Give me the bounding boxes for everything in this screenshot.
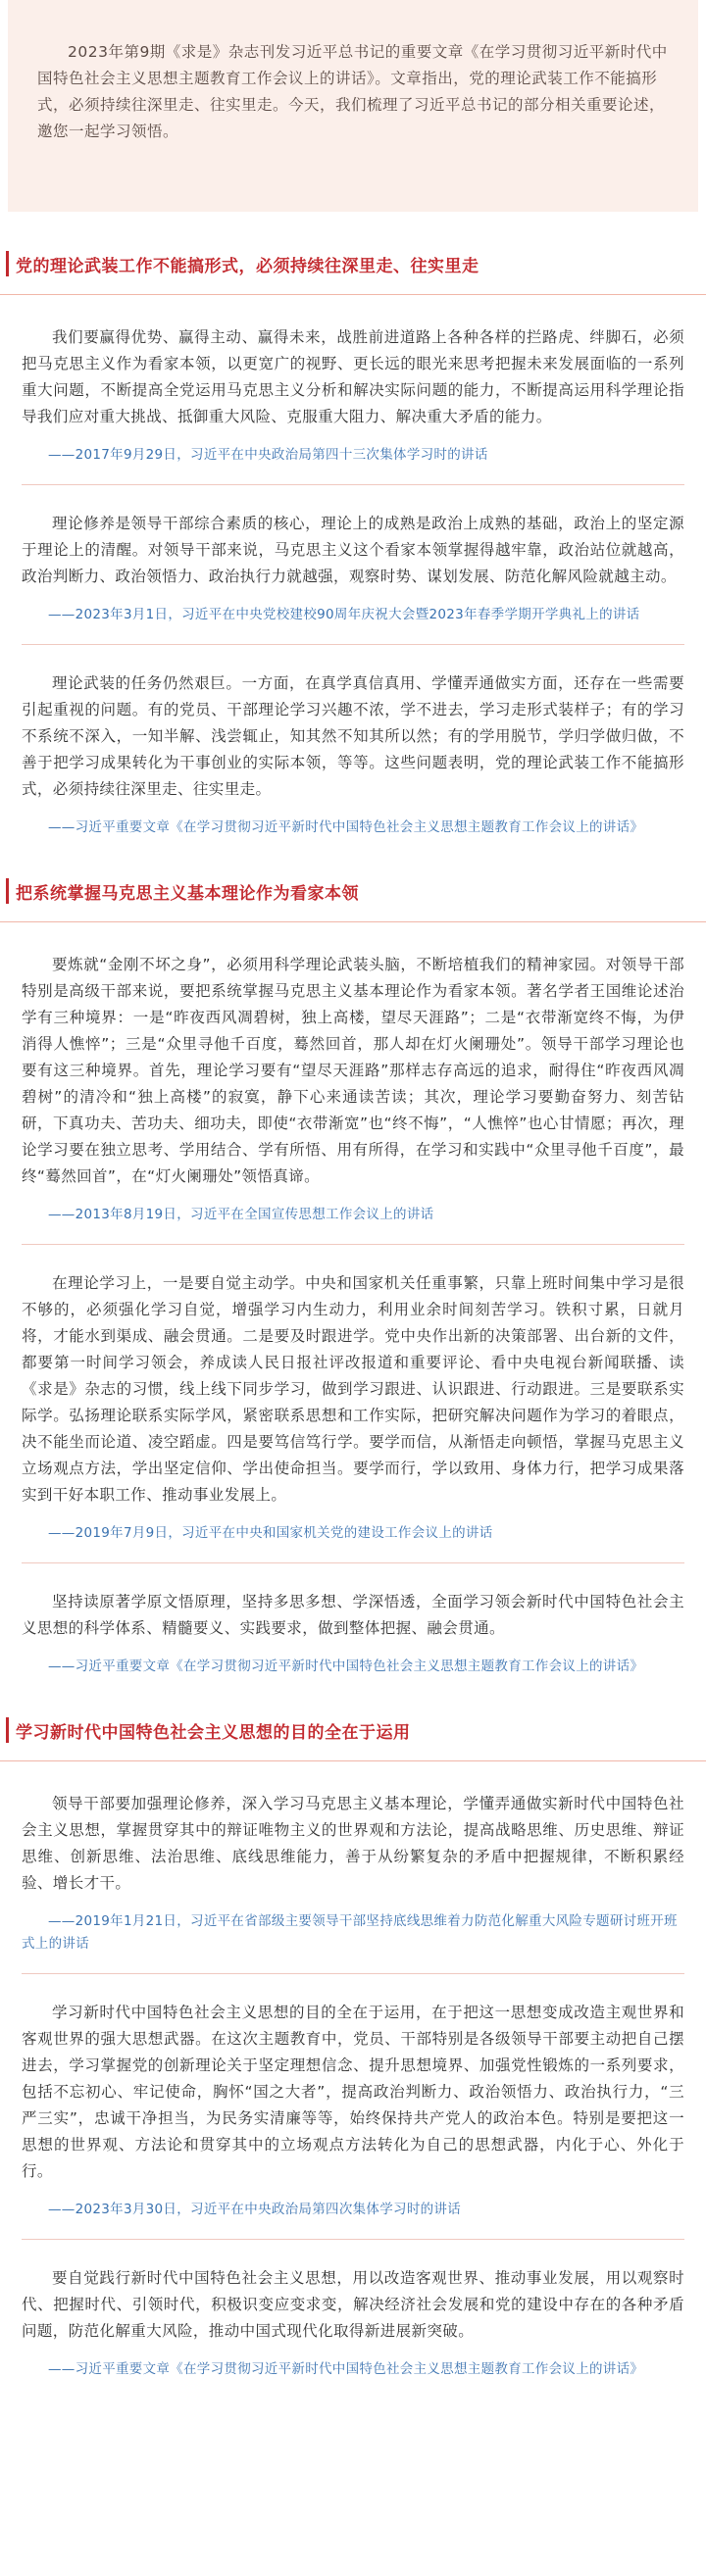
- quote-text: 在理论学习上，一是要自觉主动学。中央和国家机关任重事繁，只靠上班时间集中学习是很不够的，必须强化学习自觉，增强学习内生动力，利用业余时间刻苦学习。铁积寸累，日就月将，才能水到渠成、融会贯通。二是要及时跟进学。党中央作出新的决策部署、出台新的文件，都要第一时间学习领会，养成读人民日报社评改报道和重要评论、看中央电视台新闻联播、读《求是》杂志的习惯，线上线下同步学习，做到学习跟进、认识跟进、行动跟进。三是要联系实际学。弘扬理论联系实际学风，紧密联系思想和工作实际，把研究解决问题作为学习的着眼点，决不能坐而论道、凌空蹈虚。四是要笃信笃行学。要学而信，从渐悟走向顿悟，掌握马克思主义立场观点方法，学出坚定信仰、学出使命担当。要学而行，学以致用、身体力行，把学习成果落实到干好本职工作、推动事业发展上。: [22, 1274, 684, 1504]
- quote-text: 领导干部要加强理论修养，深入学习马克思主义基本理论，学懂弄通做实新时代中国特色社会主义思想，掌握贯穿其中的辩证唯物主义的世界观和方法论，提高战略思维、历史思维、辩证思维、创新思维、法治思维、底线思维能力，善于从纷繁复杂的矛盾中把握规律，不断积累经验、增长才干。: [22, 1795, 684, 1892]
- quote-source: ——2013年8月19日，习近平在全国宣传思想工作会议上的讲话: [48, 1207, 434, 1222]
- quote-text: 理论武装的任务仍然艰巨。一方面，在真学真信真用、学懂弄通做实方面，还存在一些需要引起重视的问题。有的党员、干部理论学习兴趣不浓，学不进去，学习走形式装样子；有的学习不系统不深入，一知半解、浅尝辄止，知其然不知其所以然；有的学用脱节，学归学做归做，不善于把学习成果转化为干事创业的实际本领，等等。这些问题表明，党的理论武装工作不能搞形式，必须持续往深里走、往实里走。: [22, 674, 684, 798]
- quote-source: ——习近平重要文章《在学习贯彻习近平新时代中国特色社会主义思想主题教育工作会议上的讲话》: [48, 819, 644, 835]
- quote-block: [0, 2000, 706, 2240]
- section-heading-1: [0, 233, 706, 295]
- section-title-1: 党的理论武装工作不能搞形式，必须持续往深里走、往实里走: [16, 256, 479, 276]
- quote-block: [0, 1589, 706, 1678]
- quote-source: ——2023年3月1日，习近平在中央党校建校90周年庆祝大会暨2023年春季学期开学典礼上的讲话: [48, 607, 640, 622]
- quote-text: 要自觉践行新时代中国特色社会主义思想，用以改造客观世界、推动事业发展，用以观察时代、把握时代、引领时代，积极识变应变求变，解决经济社会发展和党的建设中存在的各种矛盾问题，防范化解重大风险，推动中国式现代化取得新进展新突破。: [22, 2269, 684, 2340]
- divider: [22, 1562, 684, 1563]
- section-heading-2: [0, 861, 706, 922]
- quote-block: [0, 670, 706, 839]
- quote-block: [0, 1761, 706, 1974]
- quote-block: [0, 511, 706, 645]
- quote-source: ——习近平重要文章《在学习贯彻习近平新时代中国特色社会主义思想主题教育工作会议上的讲话》: [48, 2361, 644, 2377]
- section-title-3: 学习新时代中国特色社会主义思想的目的全在于运用: [16, 1722, 411, 1743]
- intro-box: [8, 0, 698, 212]
- quote-source: ——2023年3月30日，习近平在中央政治局第四次集体学习时的讲话: [48, 2202, 462, 2217]
- divider: [22, 1973, 684, 1974]
- quote-source: ——习近平重要文章《在学习贯彻习近平新时代中国特色社会主义思想主题教育工作会议上的讲话》: [48, 1659, 644, 1674]
- quote-text: 我们要赢得优势、赢得主动、赢得未来，战胜前进道路上各种各样的拦路虎、绊脚石，必须把马克思主义作为看家本领，以更宽广的视野、更长远的眼光来思考把握未来发展面临的一系列重大问题，不断提高全党运用马克思主义分析和解决实际问题的能力，不断提高运用科学理论指导我们应对重大挑战、抵御重大风险、克服重大阻力、解决重大矛盾的能力。: [22, 328, 684, 425]
- divider: [22, 2239, 684, 2240]
- section-heading-3: [0, 1700, 706, 1761]
- divider: [22, 484, 684, 485]
- intro-text: 2023年第9期《求是》杂志刊发习近平总书记的重要文章《在学习贯彻习近平新时代中国特色社会主义思想主题教育工作会议上的讲话》。文章指出，党的理论武装工作不能搞形式，必须持续往深里走、往实里走。今天，我们梳理了习近平总书记的部分相关重要论述，邀您一起学习领悟。: [37, 43, 668, 140]
- quote-source: ——2017年9月29日，习近平在中央政治局第四十三次集体学习时的讲话: [48, 447, 488, 463]
- quote-source: ——2019年7月9日，习近平在中央和国家机关党的建设工作会议上的讲话: [48, 1525, 493, 1541]
- quote-text: 理论修养是领导干部综合素质的核心，理论上的成熟是政治上成熟的基础，政治上的坚定源于理论上的清醒。对领导干部来说，马克思主义这个看家本领掌握得越牢靠，政治站位就越高，政治判断力、政治领悟力、政治执行力就越强，观察时势、谋划发展、防范化解风险就越主动。: [22, 515, 684, 585]
- quote-block: [0, 295, 706, 485]
- divider: [22, 644, 684, 645]
- quote-block: [0, 922, 706, 1245]
- section-title-2: 把系统掌握马克思主义基本理论作为看家本领: [16, 883, 359, 904]
- divider: [22, 1244, 684, 1245]
- quote-text: 学习新时代中国特色社会主义思想的目的全在于运用，在于把这一思想变成改造主观世界和客观世界的强大思想武器。在这次主题教育中，党员、干部特别是各级领导干部要主动把自己摆进去，学习掌握党的创新理论关于坚定理想信念、提升思想境界、加强党性锻炼的一系列要求，包括不忘初心、牢记使命，胸怀“国之大者”，提高政治判断力、政治领悟力、政治执行力，“三严三实”，忠诚干净担当，为民务实清廉等等，始终保持共产党人的政治本色。特别是要把这一思想的世界观、方法论和贯穿其中的立场观点方法转化为自己的思想武器，内化于心、外化于行。: [22, 2004, 684, 2180]
- quote-block: [0, 1270, 706, 1563]
- quote-block: [0, 2265, 706, 2381]
- quote-source: ——2019年1月21日，习近平在省部级主要领导干部坚持底线思维着力防范化解重大风险专题研讨班开班式上的讲话: [22, 1913, 678, 1952]
- quote-text: 要炼就“金刚不坏之身”，必须用科学理论武装头脑，不断培植我们的精神家园。对领导干部特别是高级干部来说，要把系统掌握马克思主义基本理论作为看家本领。著名学者王国维论述治学有三种境界：一是“昨夜西风凋碧树，独上高楼，望尽天涯路”；二是“衣带渐宽终不悔，为伊消得人憔悴”；三是“众里寻他千百度，蓦然回首，那人却在灯火阑珊处”。领导干部学习理论也要有这三种境界。首先，理论学习要有“望尽天涯路”那样志存高远的追求，耐得住“昨夜西风凋碧树”的清冷和“独上高楼”的寂寞，静下心来通读苦读；其次，理论学习要勤奋努力、刻苦钻研，下真功夫、苦功夫、细功夫，即使“衣带渐宽”也“终不悔”，“人憔悴”也心甘情愿；再次，理论学习要在独立思考、学用结合、学有所悟、用有所得，在学习和实践中“众里寻他千百度”，最终“蓦然回首”，在“灯火阑珊处”领悟真谛。: [22, 956, 684, 1185]
- quote-text: 坚持读原著学原文悟原理，坚持多思多想、学深悟透，全面学习领会新时代中国特色社会主义思想的科学体系、精髓要义、实践要求，做到整体把握、融会贯通。: [22, 1593, 684, 1637]
